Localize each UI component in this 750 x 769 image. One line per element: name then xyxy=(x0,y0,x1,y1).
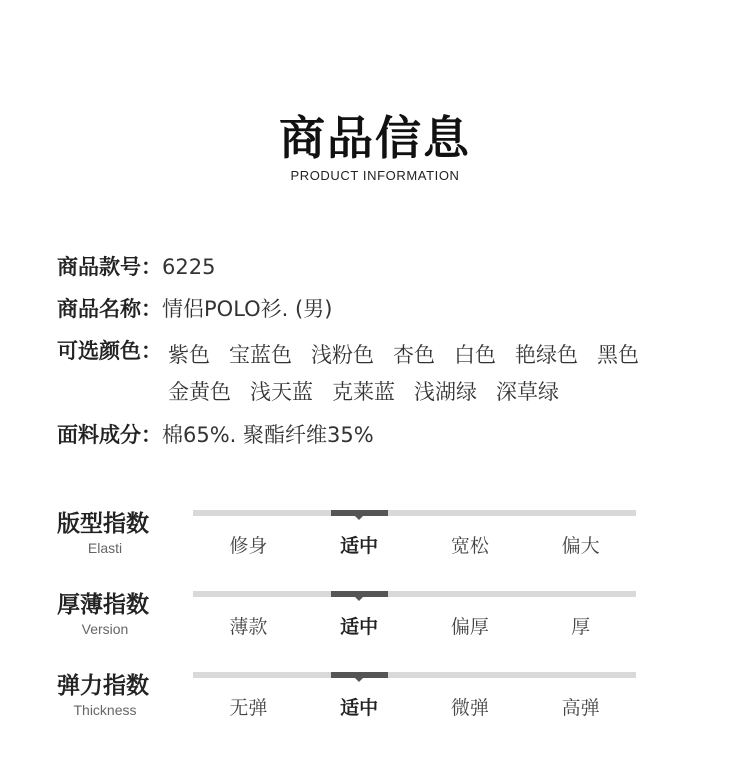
material-label: 面料成分： xyxy=(57,423,162,447)
info-row-material xyxy=(57,420,374,450)
colors-label: 可选颜色： xyxy=(57,339,162,363)
color-item: 金黄色 xyxy=(168,380,231,404)
color-item: 杏色 xyxy=(393,343,435,367)
metric-subtitle: Elasti xyxy=(87,540,123,556)
scale-option: 适中 xyxy=(340,697,379,719)
info-row-model xyxy=(57,252,215,282)
color-item: 克莱蓝 xyxy=(332,380,395,404)
name-value: 情侣POLO衫. (男) xyxy=(162,297,333,321)
page-subtitle: PRODUCT INFORMATION xyxy=(290,168,460,183)
color-item: 宝蓝色 xyxy=(229,343,292,367)
info-row-colors xyxy=(57,336,162,366)
color-item: 深草绿 xyxy=(496,380,559,404)
metric-subtitle: Version xyxy=(81,621,129,637)
indicator-pointer-icon xyxy=(355,678,363,682)
page-title: 商品信息 xyxy=(279,111,471,165)
scale-option: 微弹 xyxy=(450,697,489,719)
scale-option: 宽松 xyxy=(450,535,489,557)
metric-subtitle: Thickness xyxy=(73,702,137,718)
indicator-pointer-icon xyxy=(355,597,363,601)
color-item: 浅湖绿 xyxy=(414,380,477,404)
scale-option: 适中 xyxy=(340,535,379,557)
scale-option: 薄款 xyxy=(229,616,268,638)
metric-title: 版型指数 xyxy=(57,511,149,537)
metric-fit xyxy=(0,510,750,574)
scale-track xyxy=(193,510,636,516)
scale-option: 适中 xyxy=(340,616,379,638)
scale-track xyxy=(193,591,636,597)
metric-title: 厚薄指数 xyxy=(57,592,149,618)
scale-option: 厚 xyxy=(571,616,591,638)
color-item: 浅天蓝 xyxy=(250,380,313,404)
scale-track xyxy=(193,672,636,678)
model-label: 商品款号： xyxy=(57,255,162,279)
name-label: 商品名称： xyxy=(57,297,162,321)
material-value: 棉65%. 聚酯纤维35% xyxy=(162,423,374,447)
metric-elasticity xyxy=(0,672,750,736)
color-list xyxy=(168,337,708,411)
scale-option: 高弹 xyxy=(561,697,600,719)
info-row-name xyxy=(57,294,332,324)
scale-option: 偏厚 xyxy=(450,616,489,638)
scale-option: 偏大 xyxy=(561,535,600,557)
color-item: 黑色 xyxy=(597,343,639,367)
color-item: 紫色 xyxy=(168,343,210,367)
model-value: 6225 xyxy=(162,255,216,279)
color-item: 白色 xyxy=(454,343,496,367)
scale-option: 修身 xyxy=(229,535,268,557)
color-item: 浅粉色 xyxy=(311,343,374,367)
scale-option: 无弹 xyxy=(229,697,268,719)
metric-title: 弹力指数 xyxy=(57,673,149,699)
metric-thickness xyxy=(0,591,750,655)
indicator-pointer-icon xyxy=(355,516,363,520)
color-item: 艳绿色 xyxy=(515,343,578,367)
